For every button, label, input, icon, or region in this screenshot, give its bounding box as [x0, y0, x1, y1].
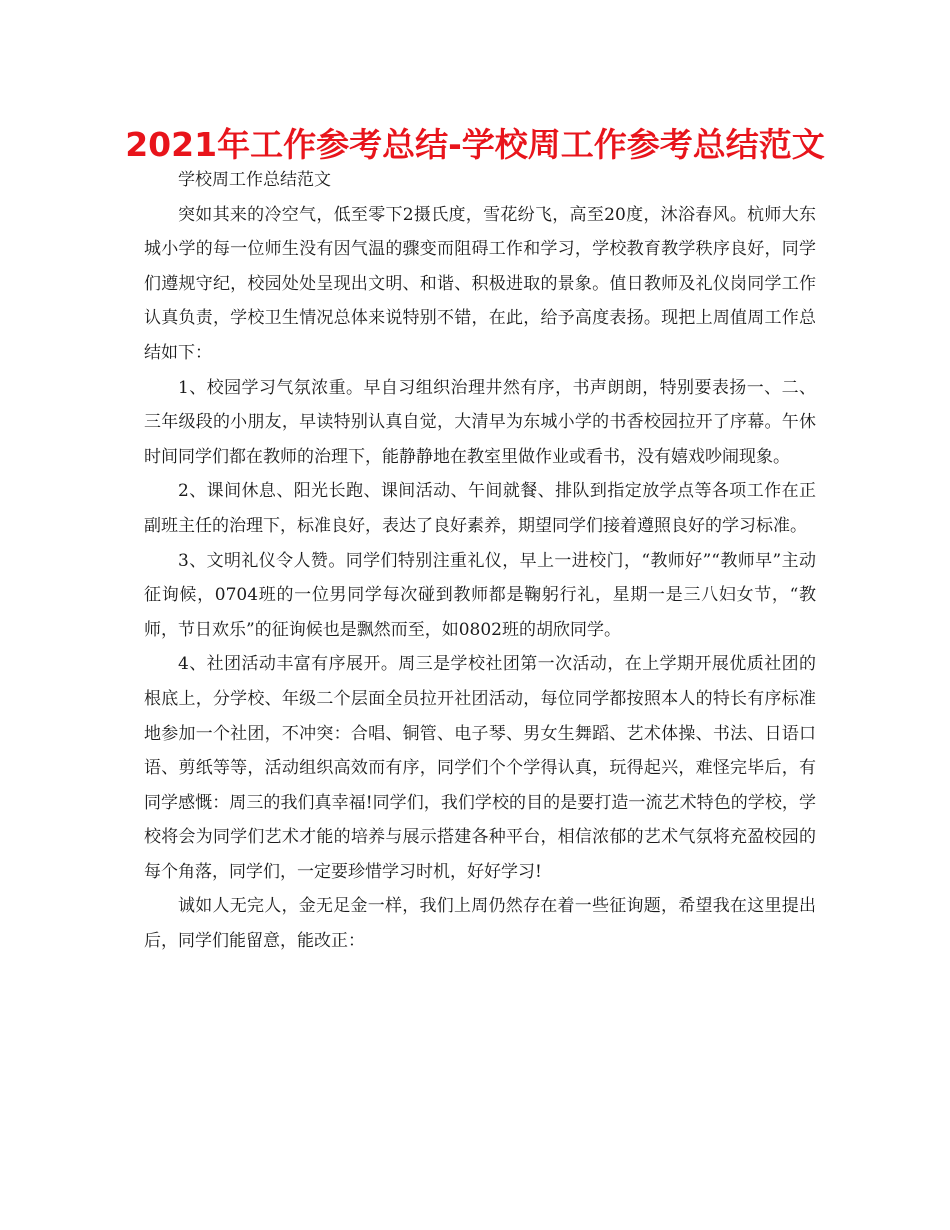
paragraph: 1、校园学习气氛浓重。早自习组织治理井然有序，书声朗朗，特别要表扬一、二、三年级段的小朋友，早读特别认真自觉，大清早为东城小学的书香校园拉开了序幕。午休时间同学们都在教师的治理下，能静静地在教室里做作业或看书，没有嬉戏吵闹现象。 [144, 377, 816, 467]
document-title: 2021年工作参考总结-学校周工作参考总结范文 [125, 125, 825, 164]
paragraph: 突如其来的冷空气，低至零下2摄氏度，雪花纷飞，高至20度，沐浴春风。杭师大东城小学的每一位师生没有因气温的骤变而阻碍工作和学习，学校教育教学秩序良好，同学们遵规守纪，校园处处呈现出文明、和谐、积极进取的景象。值日教师及礼仪岗同学工作认真负责，学校卫生情况总体来说特别不错，在此，给予高度表扬。现把上周值周工作总结如下： [144, 204, 816, 363]
paragraph: 3、文明礼仪令人赞。同学们特别注重礼仪，早上一进校门，“教师好”“教师早”主动征询候，0704班的一位男同学每次碰到教师都是鞠躬行礼，星期一是三八妇女节，“教师，节日欢乐”的征询候也是飘然而至，如0802班的胡欣同学。 [144, 550, 816, 640]
paragraph: 4、社团活动丰富有序展开。周三是学校社团第一次活动，在上学期开展优质社团的根底上，分学校、年级二个层面全员拉开社团活动，每位同学都按照本人的特长有序标准地参加一个社团，不冲突：合唱、铜管、电子琴、男女生舞蹈、艺术体操、书法、日语口语、剪纸等等，活动组织高效而有序，同学们个个学得认真，玩得起兴，难怪完毕后，有同学感慨：周三的我们真幸福!同学们，我们学校的目的是要打造一流艺术特色的学校，学校将会为同学们艺术才能的培养与展示搭建各种平台，相信浓郁的艺术气氛将充盈校园的每个角落，同学们，一定要珍惜学习时机，好好学习! [144, 654, 816, 882]
document-subtitle: 学校周工作总结范文 [178, 170, 331, 190]
document-body [144, 163, 816, 959]
paragraph: 2、课间休息、阳光长跑、课间活动、午间就餐、排队到指定放学点等各项工作在正副班主任的治理下，标准良好，表达了良好素养，期望同学们接着遵照良好的学习标准。 [144, 481, 816, 536]
paragraph: 诚如人无完人，金无足金一样，我们上周仍然存在着一些征询题，希望我在这里提出后，同学们能留意，能改正： [144, 896, 816, 952]
